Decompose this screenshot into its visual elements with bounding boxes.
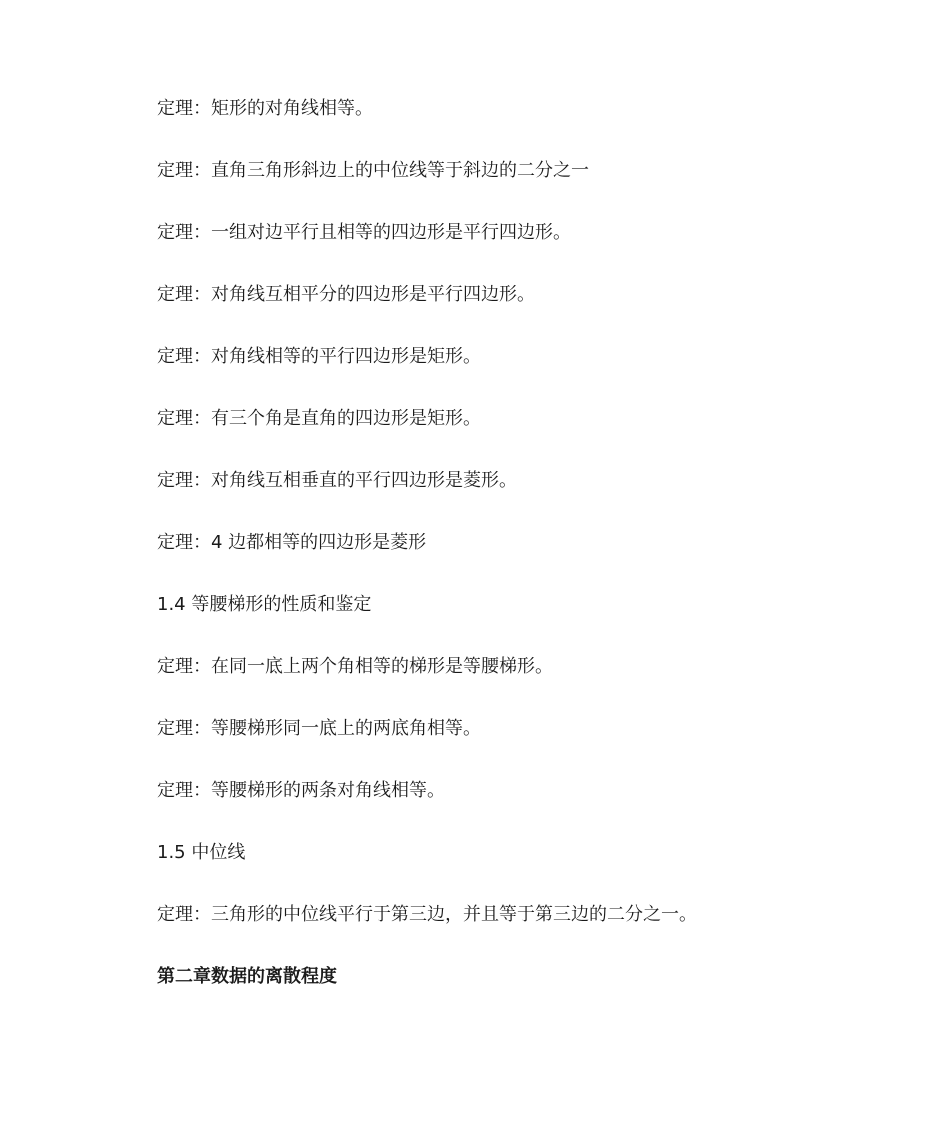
theorem-triangle-midline: 定理：三角形的中位线平行于第三边，并且等于第三边的二分之一。: [157, 904, 697, 925]
theorem-isosceles-trapezoid-diagonals: 定理：等腰梯形的两条对角线相等。: [157, 780, 445, 801]
theorem-right-triangle-median: 定理：直角三角形斜边上的中位线等于斜边的二分之一: [157, 160, 589, 181]
theorem-parallelogram-one-pair-sides: 定理：一组对边平行且相等的四边形是平行四边形。: [157, 222, 571, 243]
theorem-rectangle-three-right-angles: 定理：有三个角是直角的四边形是矩形。: [157, 408, 481, 429]
chapter-heading-data-dispersion: 第二章数据的离散程度: [157, 966, 337, 987]
theorem-parallelogram-bisecting-diagonals: 定理：对角线互相平分的四边形是平行四边形。: [157, 284, 535, 305]
theorem-rhombus-perpendicular-diagonals: 定理：对角线互相垂直的平行四边形是菱形。: [157, 470, 517, 491]
section-heading-midline: 1.5 中位线: [157, 842, 246, 863]
theorem-isosceles-trapezoid-equal-base-angles: 定理：在同一底上两个角相等的梯形是等腰梯形。: [157, 656, 553, 677]
theorem-rhombus-four-equal-sides: 定理：4 边都相等的四边形是菱形: [157, 532, 427, 553]
document-body: [157, 97, 857, 1027]
theorem-isosceles-trapezoid-base-angles: 定理：等腰梯形同一底上的两底角相等。: [157, 718, 481, 739]
theorem-rectangle-equal-diagonals: 定理：对角线相等的平行四边形是矩形。: [157, 346, 481, 367]
section-heading-isosceles-trapezoid: 1.4 等腰梯形的性质和鉴定: [157, 594, 372, 615]
theorem-rectangle-diagonals: 定理：矩形的对角线相等。: [157, 98, 373, 119]
